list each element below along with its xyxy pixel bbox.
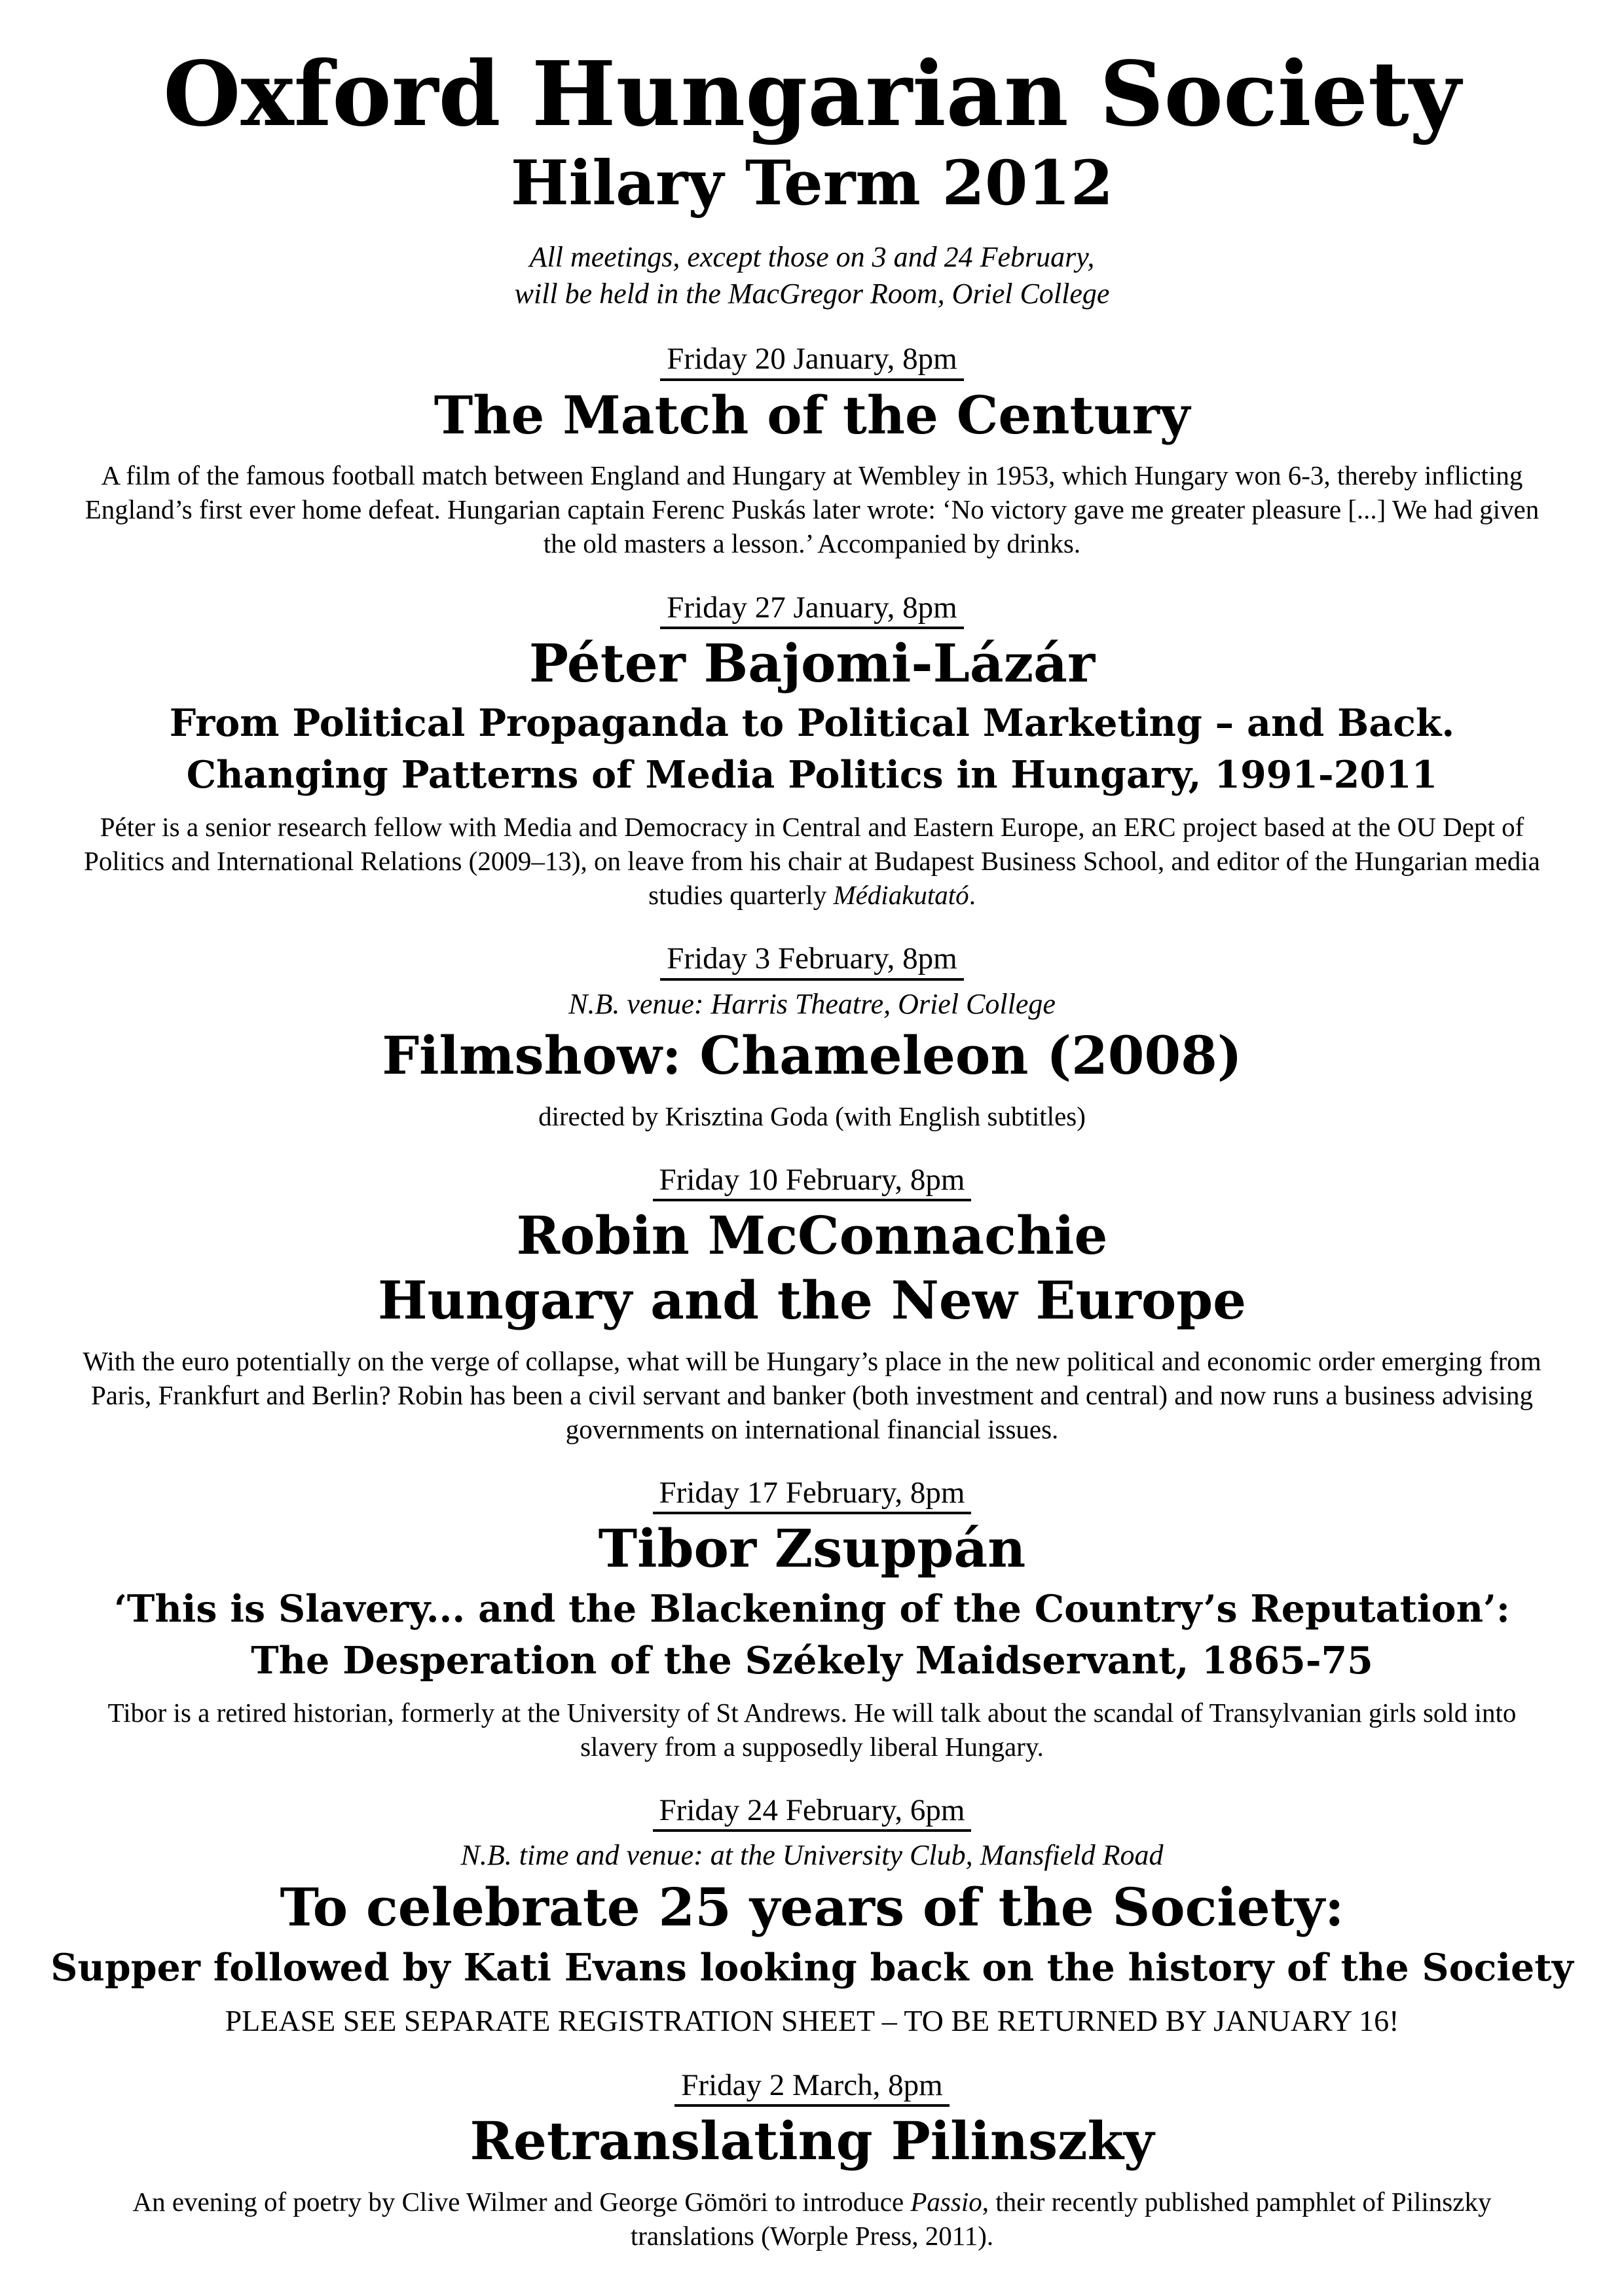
event-block [0,341,1624,560]
event-title-line: Tibor Zsuppán [598,1518,1026,1580]
description-segment: , their recently published pamphlet of Pilinszky translations (Worple Press, 2011). [630,2186,1492,2251]
event-date: Friday 3 February, 8pm [660,941,963,980]
description-segment: PLEASE SEE SEPARATE REGISTRATION SHEET – TO BE RETURNED BY JANUARY 16! [225,2003,1399,2037]
description-segment: . [969,880,976,911]
event-date-row [0,1162,1624,1201]
event-title-line: Robin McConnachie [516,1205,1108,1267]
event-date: Friday 27 January, 8pm [660,590,963,629]
header-venue-note-line-1: All meetings, except those on 3 and 24 February, [529,240,1095,273]
event-block [0,1793,1624,2039]
event-venue-note: N.B. time and venue: at the University Club, Mansfield Road [460,1838,1164,1871]
description-italic-segment: Passio [910,2186,982,2217]
event-date-row [0,2068,1624,2107]
event-title-line: Péter Bajomi-Lázár [528,632,1096,694]
event-description [72,1099,1552,1133]
event-date-row [0,941,1624,980]
events-list [0,341,1624,2252]
description-segment: With the euro potentially on the verge of collapse, what will be Hungary’s place in the new political and economic order emerging from Paris, Frankfurt and Berlin? Robin has been a civil servant and banker (both investment and central) and now runs a business advising governments on international financial issues. [83,1345,1541,1444]
event-date: Friday 20 January, 8pm [660,341,963,380]
event-title-line: ‘This is Slavery... and the Blackening of the Country’s Reputation’: [114,1586,1510,1631]
event-date-row [0,1793,1624,1832]
event-description [72,1696,1552,1764]
description-italic-segment: Médiakutató [833,880,969,911]
description-segment: Péter is a senior research fellow with Media and Democracy in Central and Eastern Europe, an ERC project based at the OU Dept of Politics and International Relations (2009–13), on leave from his chair at Budapest Business School, and editor of the Hungarian media studies quarterly [84,812,1540,911]
event-venue-note: N.B. venue: Harris Theatre, Oriel College [568,987,1056,1020]
description-segment: An evening of poetry by Clive Wilmer and George Gömöri to introduce [132,2186,911,2217]
description-segment: Tibor is a retired historian, formerly at the University of St Andrews. He will talk about the scandal of Transylvanian girls sold into slavery from a supposedly liberal Hungary. [107,1697,1517,1762]
event-block [0,2068,1624,2253]
description-segment: directed by Krisztina Goda (with English subtitles) [538,1101,1086,1132]
event-description [72,458,1552,560]
event-date: Friday 2 March, 8pm [674,2068,949,2107]
event-date-row [0,590,1624,629]
event-date-row [0,341,1624,380]
registration-note [59,2003,1565,2039]
event-title-line: The Match of the Century [434,384,1190,446]
event-block [0,590,1624,913]
event-date: Friday 10 February, 8pm [653,1162,972,1201]
event-title-line: Retranslating Pilinszky [470,2109,1154,2172]
page-subtitle: Hilary Term 2012 [510,147,1114,219]
event-date: Friday 17 February, 8pm [653,1475,972,1514]
event-block [0,1162,1624,1446]
event-date-row [0,1475,1624,1514]
page-title: Oxford Hungarian Society [163,42,1461,147]
description-segment: A film of the famous football match between England and Hungary at Wembley in 1953, which Hungary won 6-3, thereby inflicting England’s first ever home defeat. Hungarian captain Ferenc Puskás later wrote: ‘No victory gave me greater pleasure [...] We had given the old masters a lesson.’ Accompanied by drinks. [84,460,1540,559]
event-block [0,941,1624,1133]
event-title-line: Supper followed by Kati Evans looking back on the history of the Society [50,1945,1574,1990]
event-title-line: Filmshow: Chameleon (2008) [382,1025,1242,1087]
event-title-line: From Political Propaganda to Political Marketing – and Back. [169,701,1455,746]
event-description [72,810,1552,912]
event-description [72,2185,1552,2253]
event-description [72,1344,1552,1446]
header-venue-note-line-2: will be held in the MacGregor Room, Oriel College [514,278,1110,310]
event-title-line: To celebrate 25 years of the Society: [280,1876,1344,1938]
event-date: Friday 24 February, 6pm [653,1793,972,1832]
event-title-line: Changing Patterns of Media Politics in Hungary, 1991-2011 [186,753,1438,797]
event-title-line: Hungary and the New Europe [377,1269,1247,1332]
event-title-line: The Desperation of the Székely Maidservant, 1865-75 [251,1638,1373,1683]
header-venue-note [0,239,1624,313]
event-block [0,1475,1624,1764]
